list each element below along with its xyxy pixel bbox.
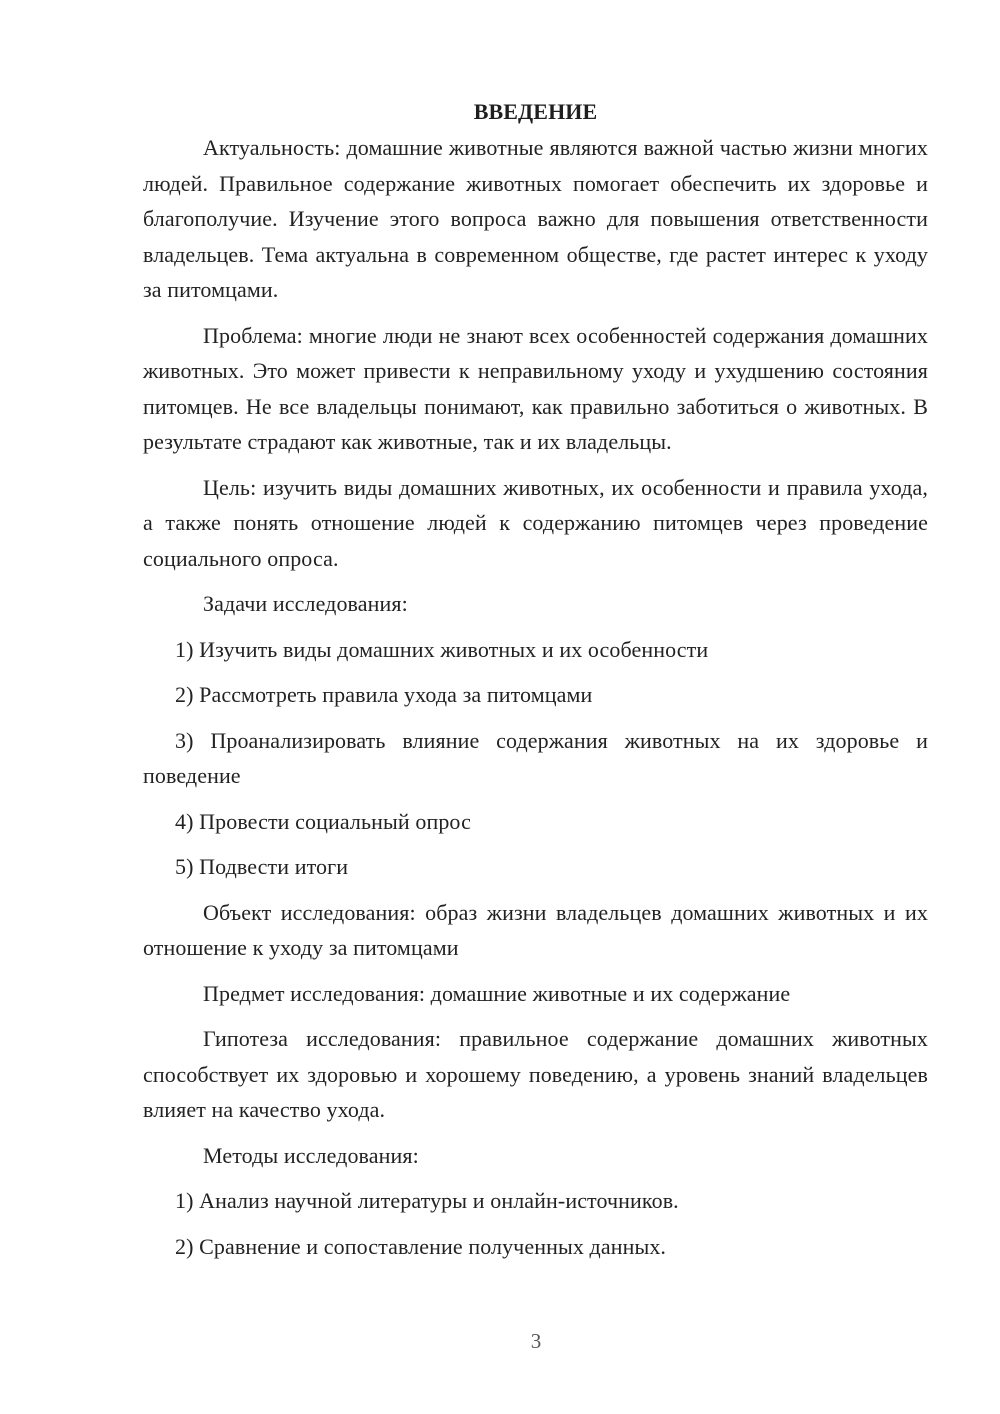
task-item-3: 3) Проанализировать влияние содержания животных на их здоровье и поведение [143,727,928,788]
task-item-5: 5) Подвести итоги [175,854,349,879]
goal-paragraph: Цель: изучить виды домашних животных, их особенности и правила ухода, а также понять отношение людей к содержанию питомцев через проведение социального опроса. [143,474,928,571]
problem-paragraph: Проблема: многие люди не знают всех особенностей содержания домашних животных. Это может привести к неправильному уходу и ухудшению состояния питомцев. Не все владельцы понимают, как правильно заботиться о животных. В результате страдают как животные, так и их владельцы. [143,322,928,454]
page-number: 3 [530,1329,542,1353]
task-item-4: 4) Провести социальный опрос [175,808,471,834]
tasks-heading: Задачи исследования: [203,591,408,616]
page-title: ВВЕДЕНИЕ [473,99,598,124]
methods-heading: Методы исследования: [203,1142,419,1168]
task-item-2: 2) Рассмотреть правила ухода за питомцами [175,682,593,707]
task-item-1: 1) Изучить виды домашних животных и их особенности [175,636,709,662]
page-content [143,94,928,1274]
subject-paragraph: Предмет исследования: домашние животные и их содержание [203,980,791,1006]
relevance-paragraph: Актуальность: домашние животные являются важной частью жизни многих людей. Правильное содержание животных помогает обеспечить их здоровье и благополучие. Изучение этого вопроса важно для повышения ответственности владельцев. Тема актуальна в современном обществе, где растет интерес к уходу за питомцами. [143,135,928,302]
method-item-1: 1) Анализ научной литературы и онлайн-источников. [175,1188,679,1213]
hypothesis-paragraph: Гипотеза исследования: правильное содержание домашних животных способствует их здоровью и хорошему поведению, а уровень знаний владельцев влияет на качество ухода. [143,1026,928,1122]
object-paragraph: Объект исследования: образ жизни владельцев домашних животных и их отношение к уходу за питомцами [143,899,928,960]
method-item-2: 2) Сравнение и сопоставление полученных данных. [175,1233,667,1259]
